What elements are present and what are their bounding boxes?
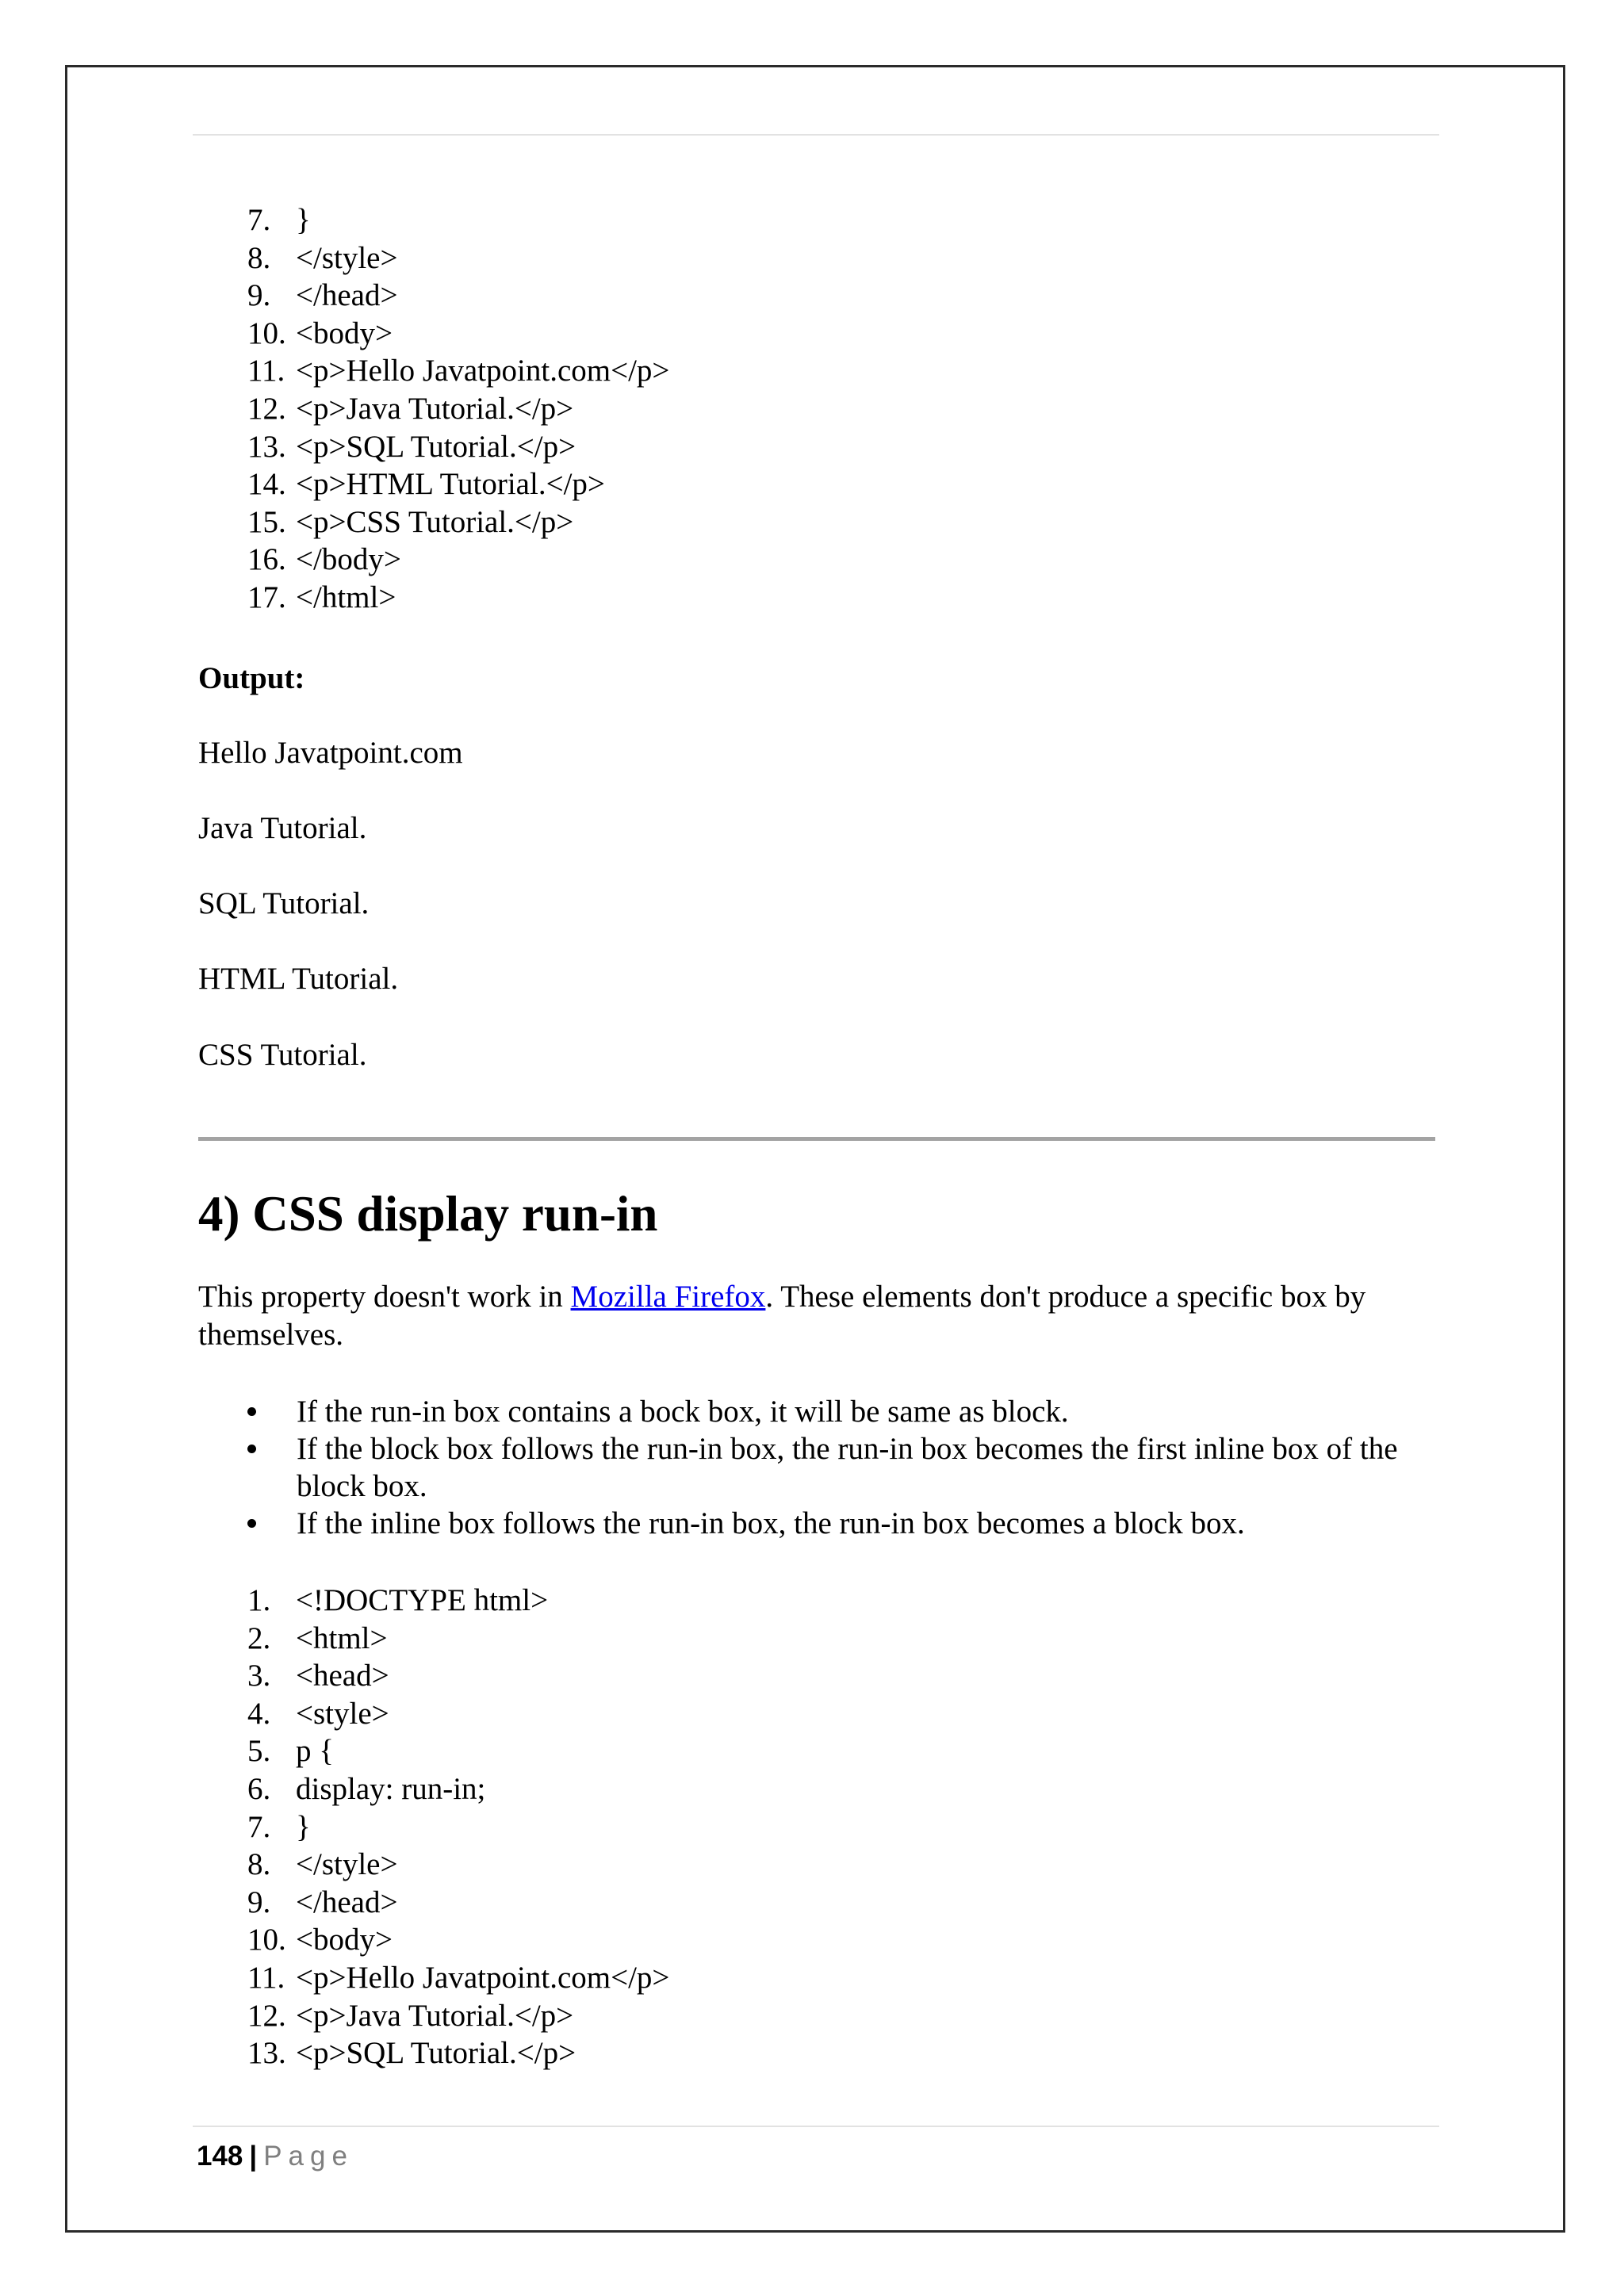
- code-line: [0, 201, 1427, 239]
- line-number: 15.: [247, 504, 286, 539]
- bullet-icon: [247, 1445, 256, 1453]
- code-line: [0, 1846, 1427, 1884]
- bullet-text: If the inline box follows the run-in box, the run-in box becomes a block box.: [297, 1506, 1245, 1540]
- code-line: [0, 352, 1427, 390]
- code-text: <html>: [296, 1621, 388, 1655]
- code-line: [0, 428, 1427, 466]
- code-line: [0, 1695, 1427, 1733]
- line-number: 7.: [247, 1809, 271, 1844]
- code-text: }: [296, 1809, 311, 1844]
- code-text: </style>: [296, 240, 398, 275]
- code-line: [0, 239, 1427, 277]
- bullet-text: If the block box follows the run-in box, the run-in box becomes the first inline box of the block box.: [297, 1432, 1398, 1503]
- paragraph-text: This property doesn't work in: [198, 1280, 571, 1314]
- code-line: [0, 579, 1427, 617]
- line-number: 14.: [247, 467, 286, 502]
- code-line: [0, 1997, 1427, 2035]
- code-text: p {: [296, 1734, 334, 1769]
- code-line: [0, 390, 1427, 428]
- line-number: 17.: [247, 580, 286, 614]
- line-number: 7.: [247, 203, 271, 237]
- line-number: 11.: [247, 354, 285, 388]
- line-number: 3.: [247, 1659, 271, 1693]
- code-listing-1: [0, 201, 1427, 617]
- line-number: 4.: [247, 1696, 271, 1731]
- line-number: 1.: [247, 1583, 271, 1617]
- code-line: [0, 503, 1427, 541]
- bullet-list: [0, 1393, 1443, 1542]
- code-text: <head>: [296, 1659, 389, 1693]
- code-text: <p>Hello Javatpoint.com</p>: [296, 1960, 670, 1995]
- code-text: <p>CSS Tutorial.</p>: [296, 504, 574, 539]
- line-number: 12.: [247, 1998, 286, 2033]
- code-line: [0, 541, 1427, 579]
- code-line: [0, 1959, 1427, 1997]
- list-item: [0, 1430, 1443, 1505]
- line-number: 2.: [247, 1621, 271, 1655]
- code-listing-2: [0, 1582, 1427, 2072]
- code-line: [0, 1921, 1427, 1959]
- mozilla-firefox-link[interactable]: Mozilla Firefox: [570, 1280, 766, 1314]
- paragraph-text: . These elements don't produce a specific box by themselves.: [198, 1280, 1366, 1352]
- bullet-icon: [247, 1407, 256, 1416]
- footer-rule: [193, 2126, 1439, 2127]
- bullet-icon: [247, 1519, 256, 1528]
- output-line: Hello Javatpoint.com: [198, 736, 463, 770]
- code-line: [0, 465, 1427, 503]
- code-text: <body>: [296, 316, 393, 350]
- output-line: HTML Tutorial.: [198, 962, 399, 996]
- code-text: }: [296, 203, 311, 237]
- list-item: [0, 1393, 1443, 1430]
- output-line: CSS Tutorial.: [198, 1038, 367, 1072]
- section-divider: [198, 1137, 1435, 1141]
- code-text: <p>Hello Javatpoint.com</p>: [296, 354, 670, 388]
- code-text: <p>Java Tutorial.</p>: [296, 1998, 574, 2033]
- section-paragraph: [198, 1278, 1443, 1354]
- code-line: [0, 1884, 1427, 1922]
- code-line: [0, 1808, 1427, 1846]
- page-footer: [197, 2139, 354, 2174]
- code-text: display: run-in;: [296, 1771, 486, 1806]
- code-line: [0, 2034, 1427, 2072]
- code-text: <p>SQL Tutorial.</p>: [296, 2036, 576, 2071]
- list-item: [0, 1505, 1443, 1542]
- code-text: <!DOCTYPE html>: [296, 1583, 549, 1617]
- code-line: [0, 1657, 1427, 1695]
- line-number: 10.: [247, 1923, 286, 1957]
- page-number: 148: [197, 2141, 243, 2172]
- code-line: [0, 1770, 1427, 1808]
- line-number: 6.: [247, 1771, 271, 1806]
- header-rule: [193, 134, 1439, 136]
- footer-separator: |: [249, 2141, 258, 2172]
- code-text: </head>: [296, 278, 398, 313]
- line-number: 9.: [247, 278, 271, 313]
- line-number: 8.: [247, 240, 271, 275]
- line-number: 16.: [247, 542, 286, 577]
- output-line: Java Tutorial.: [198, 811, 367, 845]
- code-line: [0, 1620, 1427, 1658]
- page-label: Page: [263, 2141, 354, 2172]
- code-line: [0, 1732, 1427, 1770]
- line-number: 9.: [247, 1885, 271, 1919]
- code-line: [0, 277, 1427, 315]
- code-line: [0, 1582, 1427, 1620]
- line-number: 11.: [247, 1960, 285, 1995]
- output-line: SQL Tutorial.: [198, 886, 370, 920]
- code-text: <p>Java Tutorial.</p>: [296, 391, 574, 426]
- bullet-text: If the run-in box contains a bock box, it will be same as block.: [297, 1395, 1069, 1429]
- line-number: 13.: [247, 2036, 286, 2071]
- code-text: </body>: [296, 542, 401, 577]
- line-number: 13.: [247, 429, 286, 464]
- code-text: </head>: [296, 1885, 398, 1919]
- line-number: 5.: [247, 1734, 271, 1769]
- code-text: <p>SQL Tutorial.</p>: [296, 429, 576, 464]
- code-text: <body>: [296, 1923, 393, 1957]
- section-title: 4) CSS display run-in: [198, 1186, 658, 1242]
- code-text: <p>HTML Tutorial.</p>: [296, 467, 605, 502]
- code-line: [0, 315, 1427, 353]
- code-text: </html>: [296, 580, 396, 614]
- line-number: 8.: [247, 1847, 271, 1882]
- output-heading: Output:: [198, 661, 305, 695]
- line-number: 12.: [247, 391, 286, 426]
- line-number: 10.: [247, 316, 286, 350]
- code-text: </style>: [296, 1847, 398, 1882]
- code-text: <style>: [296, 1696, 389, 1731]
